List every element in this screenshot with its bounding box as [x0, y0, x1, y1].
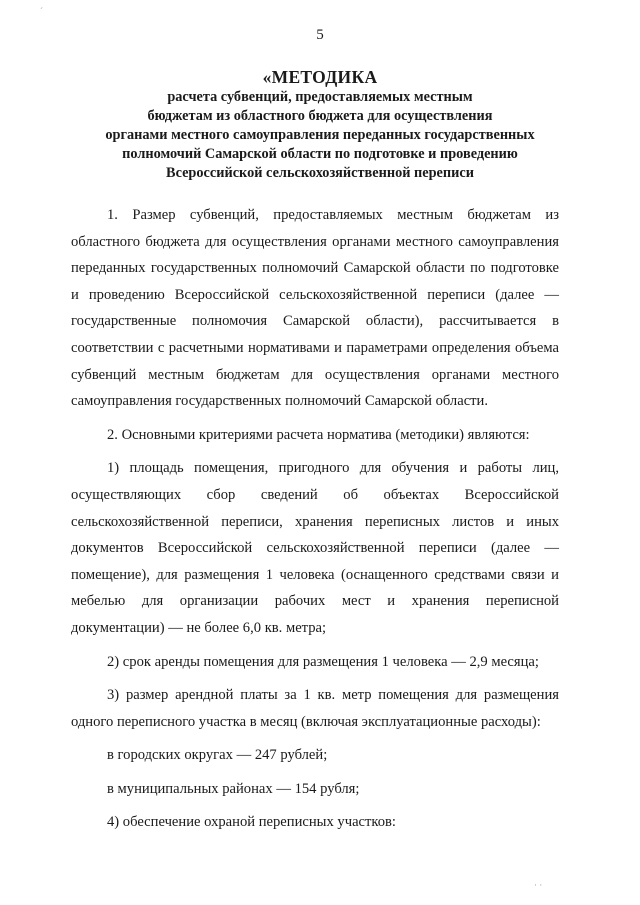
title-line: органами местного самоуправления переданных государственных: [105, 127, 535, 143]
paragraph-5: 3) размер арендной платы за 1 кв. метр помещения для размещения одного переписного участка в месяц (включая эксплуатационные расходы):: [71, 687, 559, 730]
title-main: «МЕТОДИКА: [262, 67, 378, 87]
paragraph-8: 4) обеспечение охраной переписных участков:: [107, 814, 396, 831]
title-line: расчета субвенций, предоставляемых местным: [167, 89, 473, 105]
paragraph-2: 2. Основными критериями расчета норматива (методики) являются:: [107, 426, 530, 443]
page-number: 5: [316, 27, 324, 43]
scan-speck: · ·: [534, 880, 543, 890]
document-body: [71, 202, 559, 836]
paragraph-4: 2) срок аренды помещения для размещения 1 человека — 2,9 месяца;: [107, 653, 539, 670]
scan-speck: ´: [40, 6, 43, 16]
title-line: бюджетам из областного бюджета для осуществления: [147, 108, 493, 124]
paragraph-7: в муниципальных районах — 154 рубля;: [107, 780, 360, 797]
document-title: [60, 66, 580, 183]
title-line: Всероссийской сельскохозяйственной переписи: [166, 165, 474, 181]
paragraph-6: в городских округах — 247 рублей;: [107, 747, 328, 764]
title-line: полномочий Самарской области по подготовке и проведению: [122, 146, 518, 162]
paragraph-3: 1) площадь помещения, пригодного для обучения и работы лиц, осуществляющих сбор сведений об объектах Всероссийской сельскохозяйственной переписи, хранения переписных листов и иных документов Всероссийской сельскохозяйственной переписи (далее — помещение), для размещения 1 человека (оснащенного средствами связи и мебелью для организации рабочих мест и хранения переписной документации) — не более 6,0 кв. метра;: [71, 460, 559, 636]
paragraph-1: 1. Размер субвенций, предоставляемых местным бюджетам из областного бюджета для осуществления органами местного самоуправления переданных государственных полномочий Самарской области по подготовке и проведению Всероссийской сельскохозяйственной переписи (далее — государственные полномочия Самарской области), рассчитывается в соответствии с расчетными нормативами и параметрами определения объема субвенций местным бюджетам для осуществления органами местного самоуправления государственных полномочий Самарской области.: [71, 207, 559, 410]
